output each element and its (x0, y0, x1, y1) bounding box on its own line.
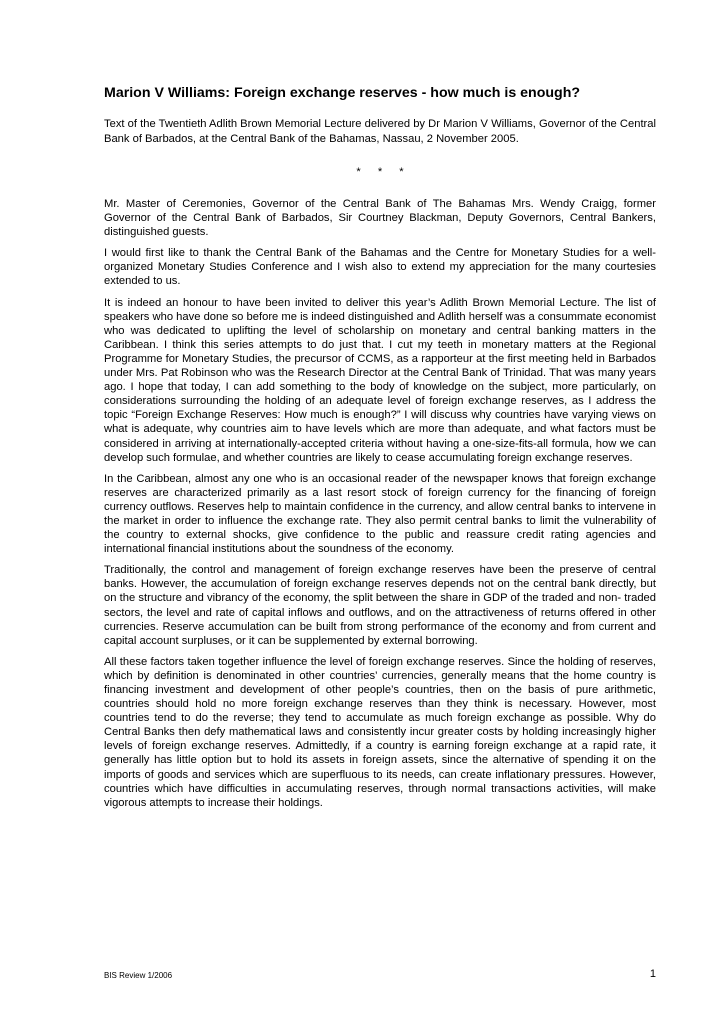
document-subtitle: Text of the Twentieth Adlith Brown Memorial Lecture delivered by Dr Marion V Williams, Governor of the Central Bank of Barbados, at the Central Bank of the Bahamas, Nassau, 2 November 2005. (104, 118, 656, 145)
document-title: Marion V Williams: Foreign exchange reserves - how much is enough? (104, 85, 581, 101)
paragraph-2: I would first like to thank the Central Bank of the Bahamas and the Centre for Monetary Studies for a well-organized Monetary Studies Conference and I wish also to extend my appreciation for the many courtesies extended to us. (104, 247, 656, 288)
paragraph-5: Traditionally, the control and management of foreign exchange reserves have been the preserve of central banks. However, the accumulation of foreign exchange reserves depends not on the central bank directly, but on the structure and vibrancy of the economy, the split between the share in GDP of the traded and non- traded sectors, the level and rate of capital inflows and outflows, and on the attractiveness of returns offered in other currencies. Reserve accumulation can be built from strong performance of the economy and from current and capital account surpluses, or it can be supplemented by external borrowing. (104, 564, 656, 647)
section-separator: * * * (356, 166, 404, 178)
paragraph-1: Mr. Master of Ceremonies, Governor of the Central Bank of The Bahamas Mrs. Wendy Craigg, former Governor of the Central Bank of Barbados, Sir Courtney Blackman, Deputy Governors, Central Bankers, distinguished guests. (104, 198, 656, 239)
paragraph-3: It is indeed an honour to have been invited to deliver this year’s Adlith Brown Memorial Lecture. The list of speakers who have done so before me is indeed distinguished and Adlith herself was a consummate economist who was dedicated to uplifting the level of scholarship on monetary and central banking matters in the Caribbean. I think this series attempts to do just that. I cut my teeth in monetary matters at the Regional Programme for Monetary Studies, the precursor of CCMS, as a rapporteur at the first meeting held in Barbados under Mrs. Pat Robinson who was the Research Director at the Central Bank of Trinidad. That was many years ago. I hope that today, I can add something to the body of knowledge on the subject, more particularly, on considerations surrounding the holding of an adequate level of foreign exchange reserves, as I address the topic “Foreign Exchange Reserves: How much is enough?” I will discuss why countries have varying views on what is adequate, why countries aim to have levels which are more than adequate, and what factors must be considered in arriving at internationally-accepted criteria without having a one-size-fits-all formula, how we can develop such formulae, and whether countries are likely to cease accumulating foreign exchange reserves. (104, 296, 656, 464)
document-body (104, 83, 656, 810)
footer-source: BIS Review 1/2006 (104, 971, 173, 980)
paragraph-4: In the Caribbean, almost any one who is an occasional reader of the newspaper knows that foreign exchange reserves are characterized primarily as a last resort stock of foreign currency for the financing of foreign currency outflows. Reserves help to maintain confidence in the currency, and allow central banks to intervene in the market in order to influence the exchange rate. They also permit central banks to limit the vulnerability of the country to external shocks, give confidence to the public and reassure credit rating agencies and international financial institutions about the soundness of the economy. (104, 472, 656, 556)
paragraph-6: All these factors taken together influence the level of foreign exchange reserves. Since the holding of reserves, which by definition is denominated in other countries’ currencies, generally means that the home country is financing investment and development of other people’s countries, then on the basis of pure arithmetic, countries should hold no more foreign exchange reserves than they think is necessary. However, most countries tend to do the reverse; they tend to accumulate as much foreign exchange as possible. Why do Central Banks then defy mathematical laws and consistently incur greater costs by holding increasingly higher levels of foreign exchange reserves. Admittedly, if a country is earning foreign exchange at a rapid rate, it generally has little option but to hold its assets in foreign assets, since the alternative of spending it on the imports of goods and services which are superfluous to its needs, can create inflationary pressures. However, countries which have difficulties in accumulating reserves, through normal transactions activities, will make vigorous attempts to increase their holdings. (104, 655, 656, 809)
page-number: 1 (649, 968, 656, 980)
